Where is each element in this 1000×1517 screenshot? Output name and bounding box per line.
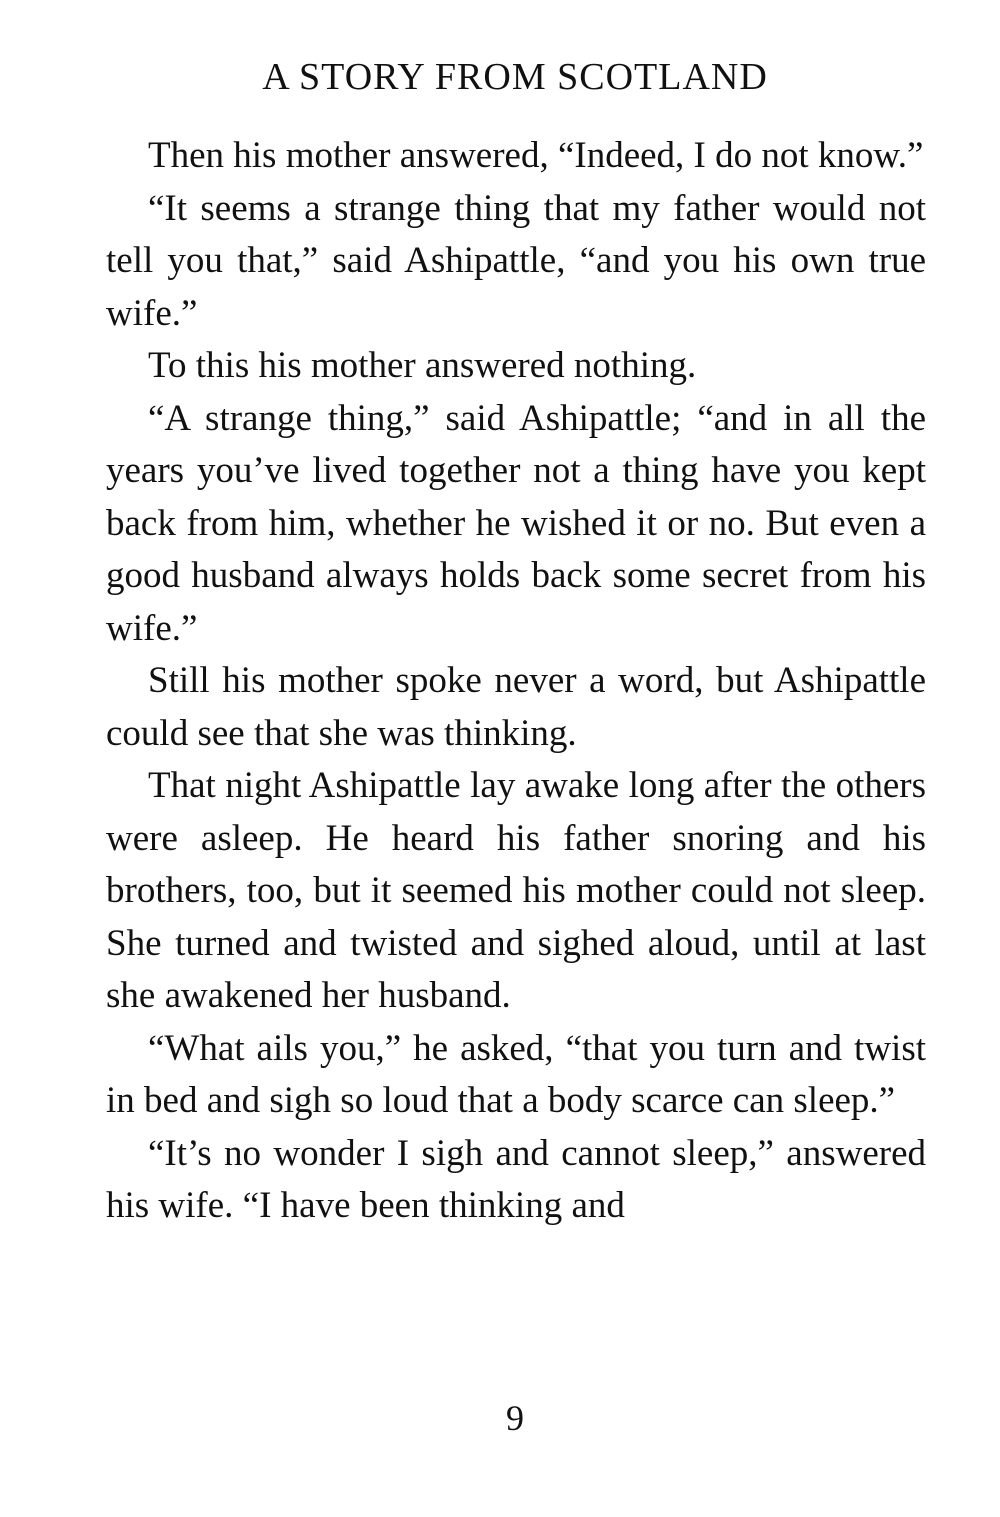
body-text	[106, 130, 926, 1233]
paragraph-1: Then his mother answered, “Indeed, I do not know.”	[148, 135, 924, 176]
page-number: 9	[506, 1398, 524, 1438]
paragraph-2: “It seems a strange thing that my father would not tell you that,” said Ashipattle, “and you his own true wife.”	[106, 187, 926, 334]
paragraph-4: “A strange thing,” said Ashipattle; “and in all the years you’ve lived together not a thing have you kept back from him, whether he wished it or no. But even a good husband always holds back some secret from his wife.”	[106, 397, 926, 649]
paragraph-6: That night Ashipattle lay awake long after the others were asleep. He heard his father snoring and his brothers, too, but it seemed his mother could not sleep. She turned and twisted and sighed aloud, until at last she awakened her husband.	[106, 765, 926, 1016]
paragraph-8: “It’s no wonder I sigh and cannot sleep,” answered his wife. “I have been thinking and	[106, 1132, 926, 1226]
paragraph-3: To this his mother answered nothing.	[148, 345, 697, 386]
paragraph-5: Still his mother spoke never a word, but Ashipattle could see that she was thinking.	[106, 660, 926, 754]
paragraph-7: “What ails you,” he asked, “that you turn and twist in bed and sigh so loud that a body scarce can sleep.”	[106, 1027, 926, 1121]
running-head: A STORY FROM SCOTLAND	[262, 56, 768, 98]
